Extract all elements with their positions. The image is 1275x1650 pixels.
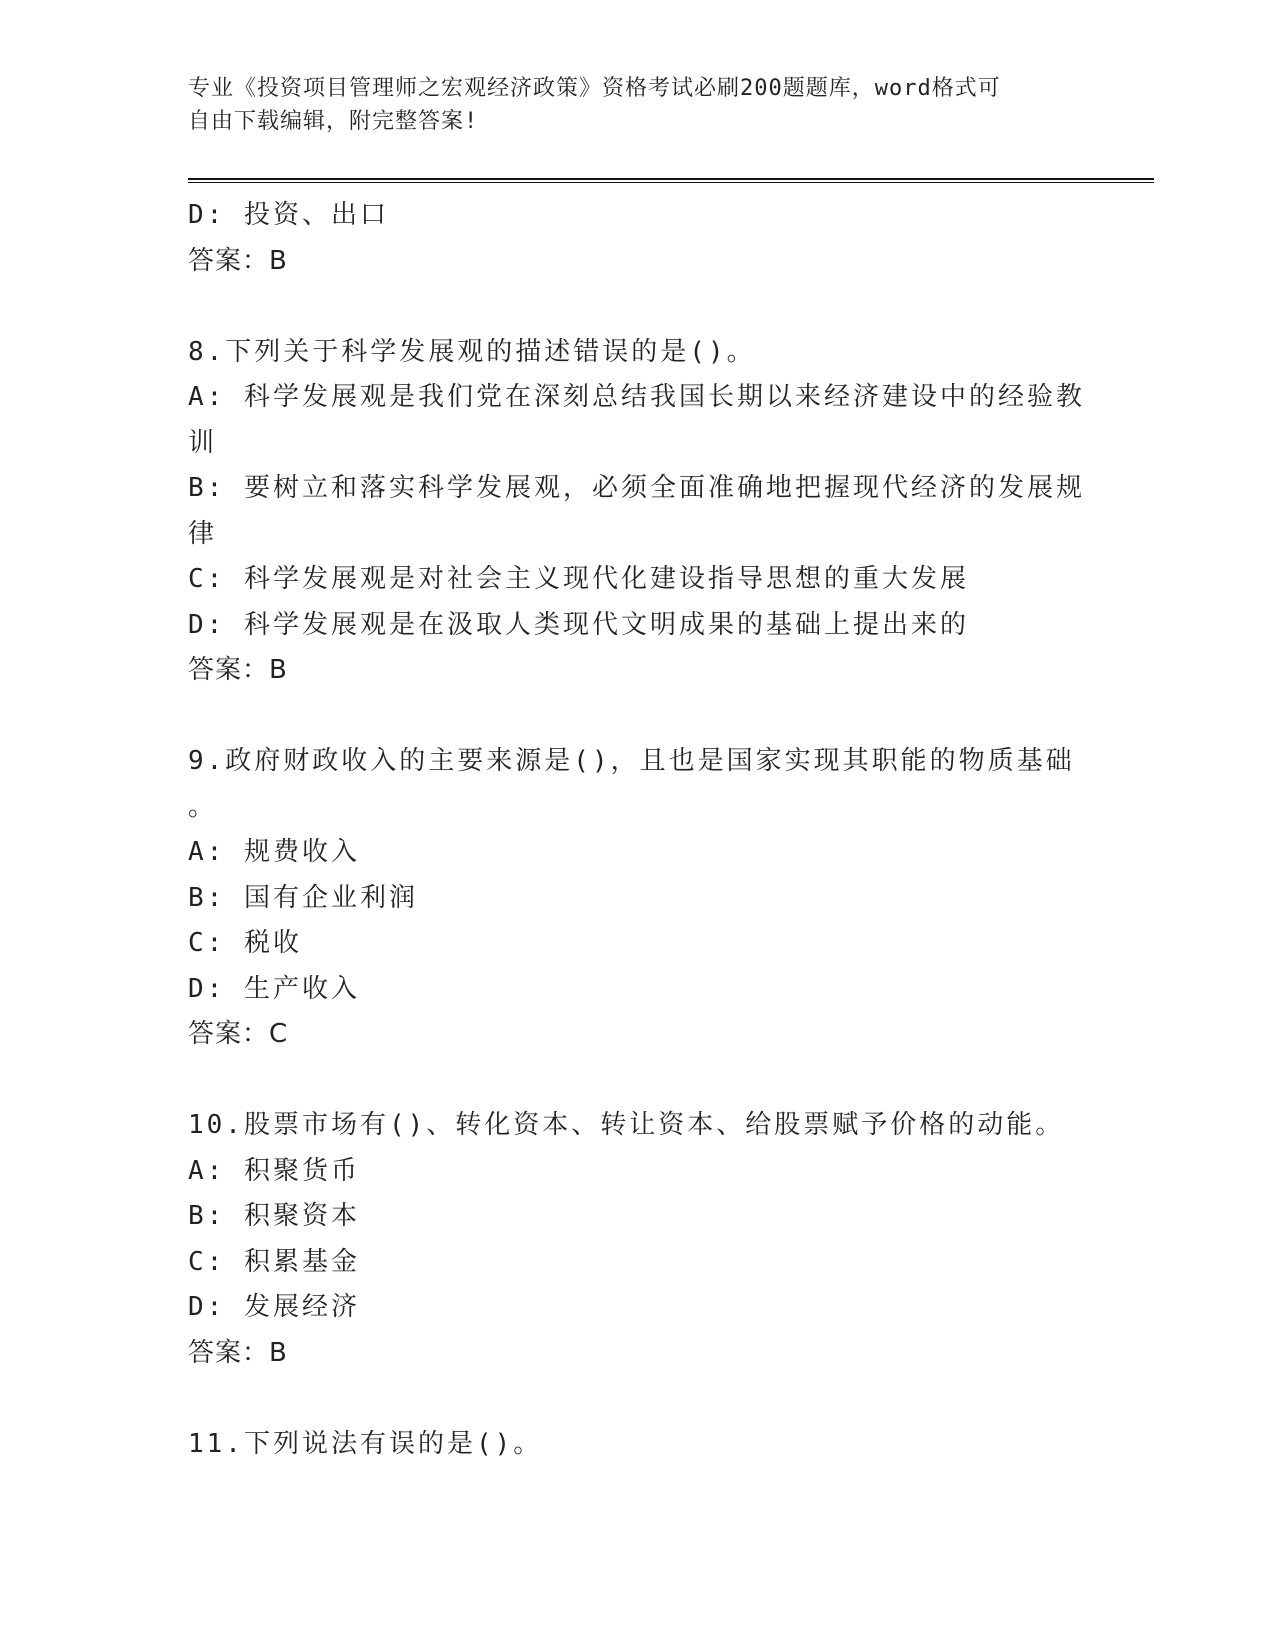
question-11	[188, 1422, 1088, 1468]
answer-line: 答案：B	[188, 1337, 288, 1368]
option-c: C: 积累基金	[188, 1246, 360, 1277]
header-title-line-2: 自由下载编辑，附完整答案!	[188, 109, 479, 134]
question-10	[188, 1103, 1088, 1376]
option-d: D: 科学发展观是在汲取人类现代文明成果的基础上提出来的	[188, 609, 969, 640]
question-8	[188, 330, 1088, 694]
option-b-continued: 律	[188, 518, 218, 549]
option-a: A: 规费收入	[188, 837, 360, 867]
question-stem-continued: 。	[188, 791, 218, 822]
option-a: A: 科学发展观是我们党在深刻总结我国长期以来经济建设中的经验教	[188, 382, 1085, 412]
header-title-line-1: 专业《投资项目管理师之宏观经济政策》资格考试必刷200题题库，word格式可	[188, 76, 1001, 101]
question-stem: 10.股票市场有()、转化资本、转让资本、给股票赋予价格的动能。	[188, 1110, 1065, 1140]
question-stem: 9.政府财政收入的主要来源是()，且也是国家实现其职能的物质基础	[188, 746, 1075, 776]
answer-line: 答案：B	[188, 655, 288, 685]
option-c: C: 科学发展观是对社会主义现代化建设指导思想的重大发展	[188, 564, 969, 594]
answer-line: 答案：B	[188, 245, 288, 276]
option-c: C: 税收	[188, 928, 302, 958]
question-content	[188, 193, 1088, 1467]
option-d: D: 生产收入	[188, 973, 360, 1004]
question-7-continuation	[188, 193, 1088, 284]
option-b: B: 国有企业利润	[188, 882, 418, 913]
answer-line: 答案：C	[188, 1019, 289, 1049]
option-b: B: 要树立和落实科学发展观，必须全面准确地把握现代经济的发展规	[188, 473, 1085, 503]
question-stem: 11.下列说法有误的是()。	[188, 1428, 543, 1459]
option-a-continued: 训	[188, 427, 218, 458]
question-stem: 8.下列关于科学发展观的描述错误的是()。	[188, 336, 756, 367]
spacer	[188, 1058, 1088, 1104]
spacer	[188, 284, 1088, 330]
spacer	[188, 1376, 1088, 1422]
option-a: A: 积聚货币	[188, 1155, 360, 1186]
spacer	[188, 694, 1088, 740]
question-9	[188, 739, 1088, 1058]
page-header	[188, 72, 1068, 138]
header-divider	[188, 178, 1154, 183]
option-b: B: 积聚资本	[188, 1201, 360, 1231]
option-d: D: 发展经济	[188, 1292, 360, 1322]
option-d: D: 投资、出口	[188, 200, 389, 230]
